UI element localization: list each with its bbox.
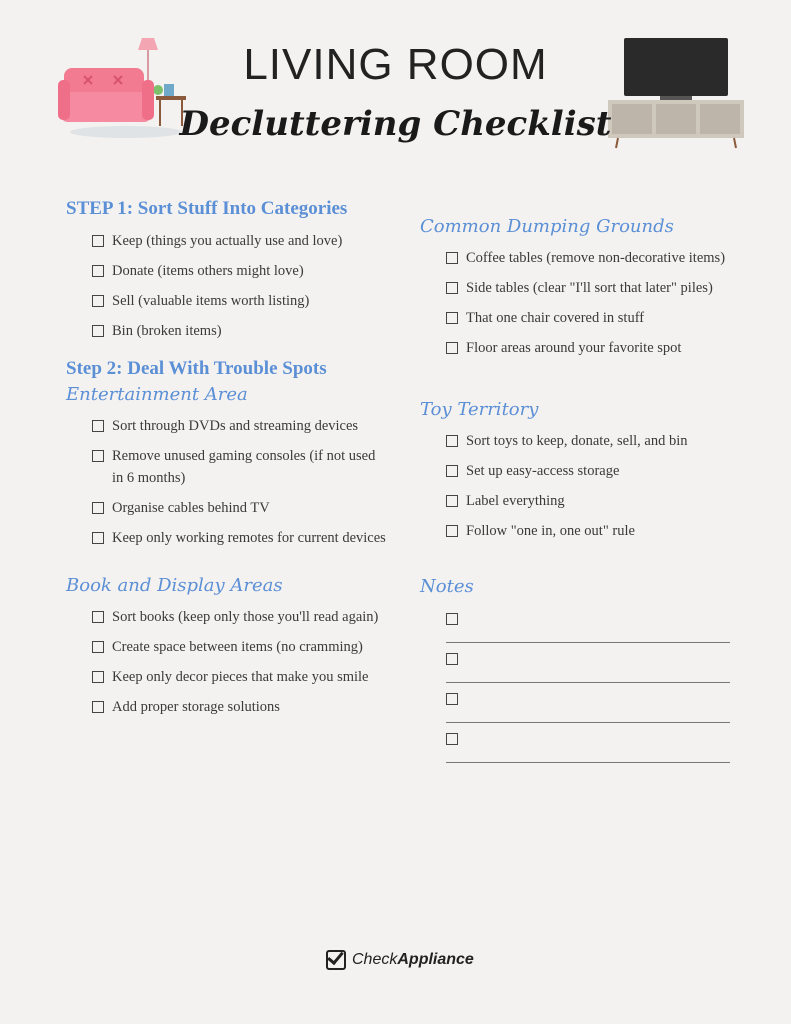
checklist-item[interactable]: Sort toys to keep, donate, sell, and bin xyxy=(446,430,730,452)
checkbox-icon[interactable] xyxy=(92,325,104,337)
note-underline xyxy=(446,722,730,723)
checklist-item[interactable]: Side tables (clear "I'll sort that later" piles) xyxy=(446,277,730,299)
checklist-item[interactable]: Floor areas around your favorite spot xyxy=(446,337,730,359)
checkbox-icon[interactable] xyxy=(92,701,104,713)
checkbox-icon[interactable] xyxy=(446,613,458,625)
page-title: LIVING ROOM xyxy=(243,40,548,89)
checklist-item[interactable]: That one chair covered in stuff xyxy=(446,307,730,329)
checklist-item[interactable]: Set up easy-access storage xyxy=(446,460,730,482)
checkbox-icon[interactable] xyxy=(446,465,458,477)
checkbox-icon[interactable] xyxy=(92,611,104,623)
entertainment-list xyxy=(66,415,386,549)
checklist-item[interactable]: Keep only decor pieces that make you smile xyxy=(92,666,386,688)
checkbox-icon[interactable] xyxy=(446,342,458,354)
checklist-item[interactable]: Follow "one in, one out" rule xyxy=(446,520,730,542)
note-line[interactable] xyxy=(446,727,730,767)
checkbox-icon[interactable] xyxy=(446,282,458,294)
check-icon xyxy=(326,950,346,970)
checkbox-icon[interactable] xyxy=(446,693,458,705)
left-column xyxy=(66,198,386,726)
checkbox-icon[interactable] xyxy=(446,252,458,264)
checkbox-icon[interactable] xyxy=(92,502,104,514)
checkbox-icon[interactable] xyxy=(92,450,104,462)
checklist-item[interactable]: Add proper storage solutions xyxy=(92,696,386,718)
checklist-item[interactable]: Sell (valuable items worth listing) xyxy=(92,290,386,312)
check-appliance-logo xyxy=(326,950,474,970)
note-line[interactable] xyxy=(446,647,730,687)
note-underline xyxy=(446,682,730,683)
entertainment-heading: Entertainment Area xyxy=(66,384,248,405)
note-line[interactable] xyxy=(446,607,730,647)
checklist-item[interactable]: Donate (items others might love) xyxy=(92,260,386,282)
checklist-item[interactable]: Organise cables behind TV xyxy=(92,497,386,519)
checkbox-icon[interactable] xyxy=(446,495,458,507)
books-heading: Book and Display Areas xyxy=(66,575,283,596)
checkbox-icon[interactable] xyxy=(446,653,458,665)
checklist-item[interactable]: Bin (broken items) xyxy=(92,320,386,342)
logo-text-check: Check xyxy=(352,951,398,968)
note-underline xyxy=(446,642,730,643)
books-list xyxy=(66,606,386,718)
checklist-item[interactable]: Keep (things you actually use and love) xyxy=(92,230,386,252)
checkbox-icon[interactable] xyxy=(92,532,104,544)
checkbox-icon[interactable] xyxy=(446,733,458,745)
checkbox-icon[interactable] xyxy=(92,295,104,307)
note-underline xyxy=(446,762,730,763)
notes-heading: Notes xyxy=(420,576,474,597)
checkbox-icon[interactable] xyxy=(446,312,458,324)
checkbox-icon[interactable] xyxy=(446,525,458,537)
checklist-item[interactable]: Sort books (keep only those you'll read again) xyxy=(92,606,386,628)
toys-list xyxy=(420,430,730,542)
checklist-item[interactable]: Keep only working remotes for current devices xyxy=(92,527,386,549)
dumping-heading: Common Dumping Grounds xyxy=(420,216,674,237)
checkbox-icon[interactable] xyxy=(92,265,104,277)
step2-heading: Step 2: Deal With Trouble Spots xyxy=(66,358,327,379)
checklist-item[interactable]: Remove unused gaming consoles (if not used in 6 months) xyxy=(92,445,386,489)
dumping-list xyxy=(420,247,730,359)
checkbox-icon[interactable] xyxy=(92,641,104,653)
checklist-item[interactable]: Create space between items (no cramming) xyxy=(92,636,386,658)
page-subtitle: Decluttering Checklist xyxy=(179,104,612,144)
notes-area xyxy=(420,607,730,767)
checklist-item[interactable]: Sort through DVDs and streaming devices xyxy=(92,415,386,437)
step1-heading: STEP 1: Sort Stuff Into Categories xyxy=(66,198,348,219)
right-column xyxy=(420,216,730,767)
checklist-item[interactable]: Label everything xyxy=(446,490,730,512)
checklist-item[interactable]: Coffee tables (remove non-decorative items) xyxy=(446,247,730,269)
logo-text-appliance: Appliance xyxy=(397,951,474,968)
checkbox-icon[interactable] xyxy=(92,420,104,432)
checkbox-icon[interactable] xyxy=(92,671,104,683)
note-line[interactable] xyxy=(446,687,730,727)
step1-list xyxy=(66,230,386,342)
checkbox-icon[interactable] xyxy=(92,235,104,247)
toys-heading: Toy Territory xyxy=(420,399,539,420)
checkbox-icon[interactable] xyxy=(446,435,458,447)
